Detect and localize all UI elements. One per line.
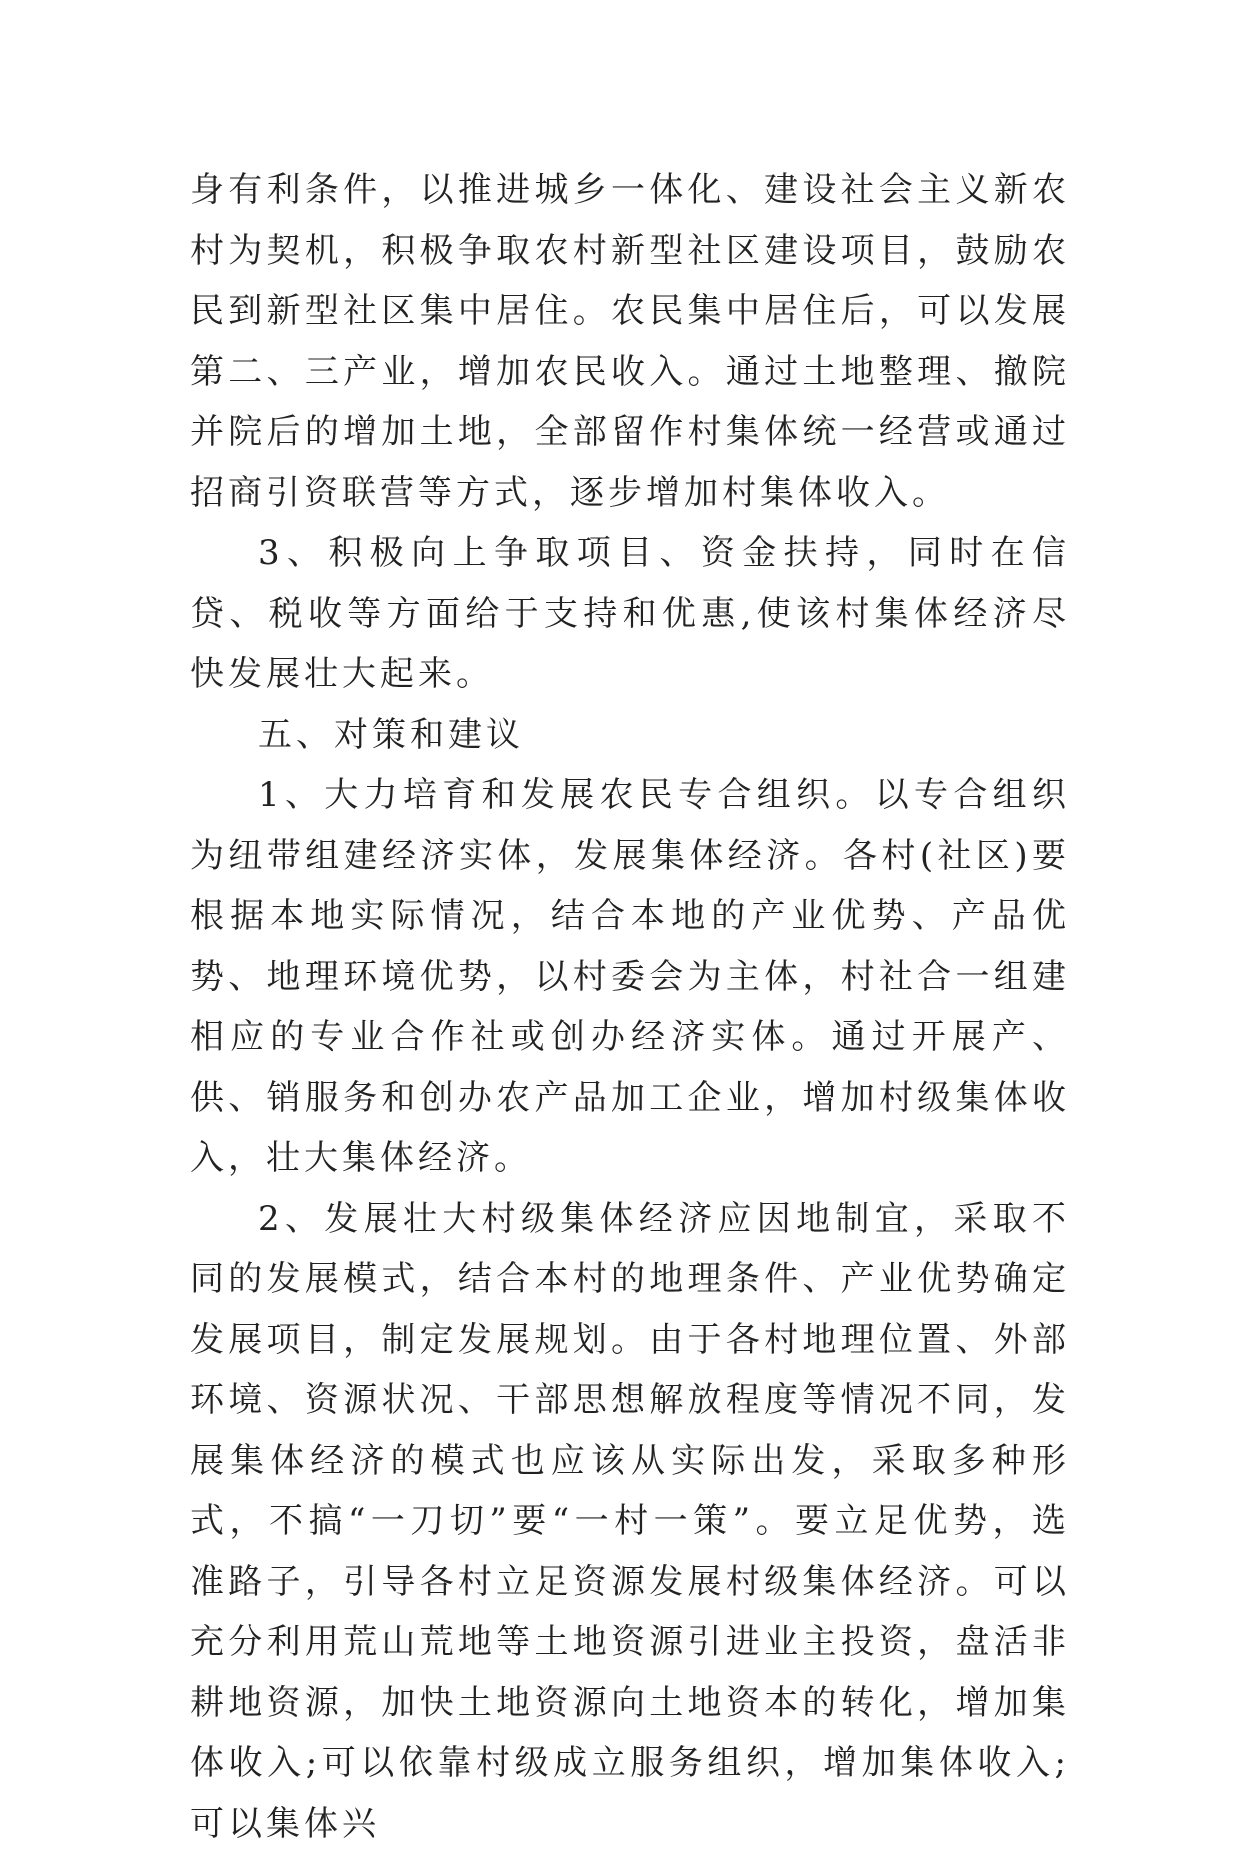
paragraph-continuation: 身有利条件，以推进城乡一体化、建设社会主义新农村为契机，积极争取农村新型社区建设项目，鼓励农民到新型社区集中居住。农民集中居住后，可以发展第二、三产业，增加农民收入。通过土地整理、撤院并院后的增加土地，全部留作村集体统一经营或通过招商引资联营等方式，逐步增加村集体收入。 <box>190 160 1070 523</box>
paragraph-item-1: 1、大力培育和发展农民专合组织。以专合组织为纽带组建经济实体，发展集体经济。各村(社区)要根据本地实际情况，结合本地的产业优势、产品优势、地理环境优势，以村委会为主体，村社合一组建相应的专业合作社或创办经济实体。通过开展产、供、销服务和创办农产品加工企业，增加村级集体收入，壮大集体经济。 <box>190 765 1070 1189</box>
document-body <box>190 160 1070 1854</box>
paragraph-item-2: 2、发展壮大村级集体经济应因地制宜，采取不同的发展模式，结合本村的地理条件、产业优势确定发展项目，制定发展规划。由于各村地理位置、外部环境、资源状况、干部思想解放程度等情况不同，发展集体经济的模式也应该从实际出发，采取多种形式，不搞“一刀切”要“一村一策”。要立足优势，选准路子，引导各村立足资源发展村级集体经济。可以充分利用荒山荒地等土地资源引进业主投资，盘活非耕地资源，加快土地资源向土地资本的转化，增加集体收入;可以依靠村级成立服务组织，增加集体收入;可以集体兴 <box>190 1189 1070 1854</box>
section-heading-5: 五、对策和建议 <box>190 705 1070 766</box>
paragraph-item-3: 3、积极向上争取项目、资金扶持，同时在信贷、税收等方面给于支持和优惠,使该村集体经济尽快发展壮大起来。 <box>190 523 1070 705</box>
